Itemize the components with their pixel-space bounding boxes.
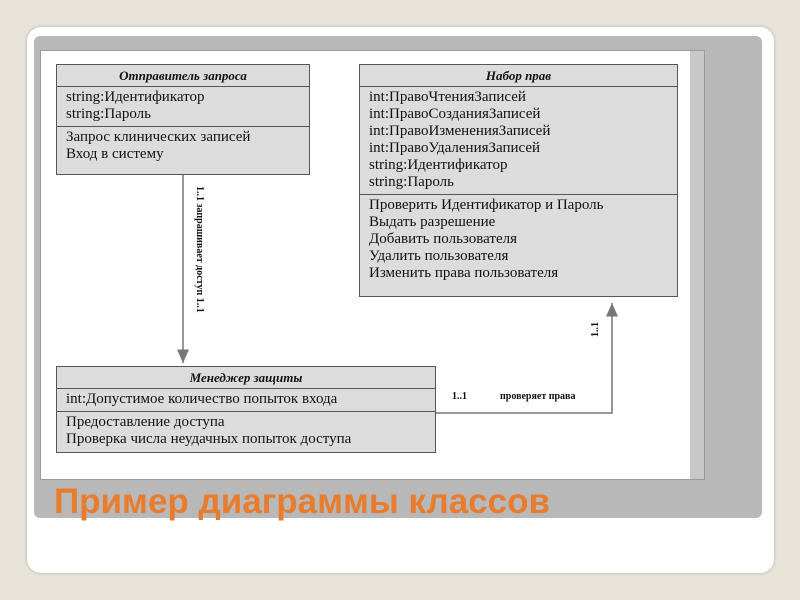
operation: Изменить права пользователя [369,265,559,281]
operation: Вход в систему [66,146,164,162]
attribute: int:ПравоСозданияЗаписей [369,106,541,122]
class-attributes [360,87,677,194]
operation: Предоставление доступа [66,414,225,430]
class-attributes [57,87,309,126]
attribute: int:ПравоЧтенияЗаписей [369,89,526,105]
request-access-label: 1..1 запрашивает доступ 1..1 [194,186,205,313]
class-request-sender [56,64,310,175]
attribute: int:Допустимое количество попыток входа [66,391,338,407]
class-operations [57,411,435,451]
slide-title: Пример диаграммы классов [54,482,550,521]
operation: Проверка числа неудачных попыток доступа [66,431,352,447]
operation: Выдать разрешение [369,214,496,230]
class-security-manager [56,366,436,453]
operation: Проверить Идентификатор и Пароль [369,197,604,213]
class-attributes [57,389,435,411]
check-rights-label: проверяет права [500,391,576,402]
class-name: Отправитель запроса [57,65,309,87]
operation: Добавить пользователя [369,231,518,247]
class-operations [360,194,677,285]
attribute: int:ПравоУдаленияЗаписей [369,140,541,156]
attribute: string:Идентификатор [66,89,205,105]
attribute: string:Идентификатор [369,157,508,173]
operation: Удалить пользователя [369,248,509,264]
attribute: string:Пароль [66,106,151,122]
class-rights-set [359,64,678,297]
operation: Запрос клинических записей [66,129,251,145]
check-rights-target-multiplicity: 1..1 [590,322,601,337]
class-name: Менеджер защиты [57,367,435,389]
class-operations [57,126,309,166]
attribute: int:ПравоИзмененияЗаписей [369,123,551,139]
class-name: Набор прав [360,65,677,87]
check-rights-source-multiplicity: 1..1 [452,391,467,402]
attribute: string:Пароль [369,174,454,190]
